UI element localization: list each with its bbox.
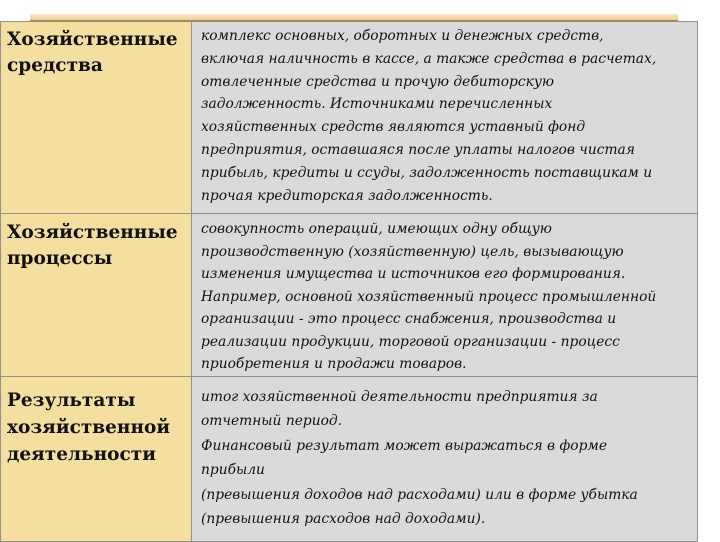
definition-text: комплекс основных, оборотных и денежных средств, включая наличность в кассе, а также средства в расчетах, отвлеченные средства и прочую дебиторскую задолженность. Источниками перечисленных хозяйственных средств являются уставный фонд предприятия, оставшаяся после уплаты налогов чистая прибыль, кредиты и ссуды, задолженность поставщикам и прочая кредиторская задолженность. <box>201 28 657 204</box>
term-label: Хозяйственные средства <box>7 29 178 76</box>
term-label: Хозяйственные процессы <box>7 222 178 269</box>
definition-text: совокупность операций, имеющих одну общую производственную (хозяйственную) цель, вызывающую изменения имущества и источников его формирования. Например, основной хозяйственный процесс промышленной организации - это процесс снабжения, производства и реализации продукции, торговой организации - процесс приобретения и продажи товаров. <box>201 221 657 372</box>
table-row <box>1 22 698 214</box>
term-cell <box>1 376 192 541</box>
definition-cell <box>192 22 698 214</box>
term-cell <box>1 214 192 377</box>
term-cell <box>1 22 192 214</box>
table-row <box>1 376 698 541</box>
table-row <box>1 214 698 377</box>
definitions-table <box>0 21 698 542</box>
definition-cell <box>192 376 698 541</box>
term-label: Результаты хозяйственной деятельности <box>7 389 171 465</box>
definition-cell <box>192 214 698 377</box>
definition-text: итог хозяйственной деятельности предприятия за отчетный период. Финансовый результат может выражаться в форме прибыли (превышения доходов над расходами) или в форме убытка (превышения расходов над доходами). <box>201 388 638 527</box>
